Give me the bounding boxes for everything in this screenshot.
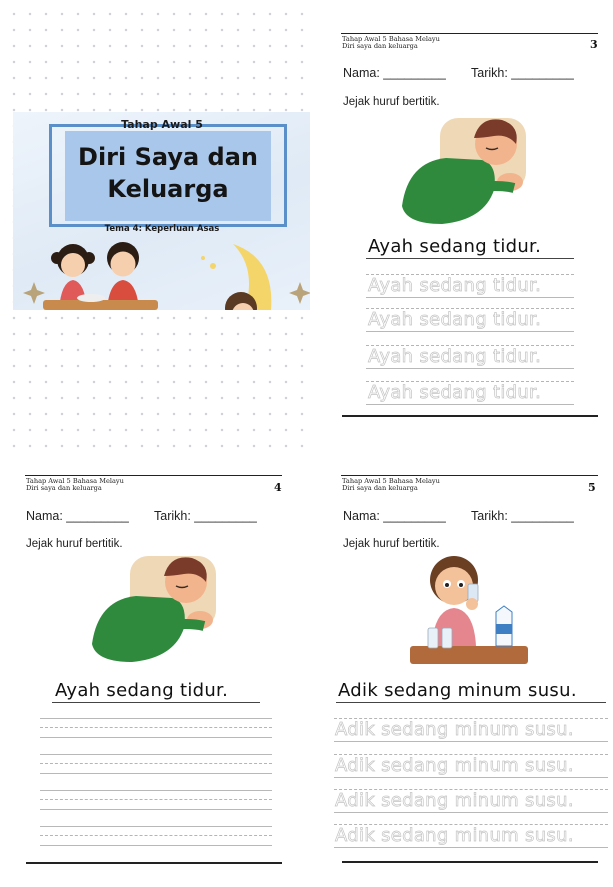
cover-theme: Tema 4: Keperluan Asas xyxy=(104,224,220,234)
writing-baseline xyxy=(366,297,574,298)
header-topic: Diri saya dan keluarga xyxy=(26,484,102,492)
writing-baseline xyxy=(366,331,574,332)
model-sentence: Adik sedang minum susu. xyxy=(338,680,577,701)
writing-baseline xyxy=(334,847,608,848)
cover-level: Tahap Awal 5 xyxy=(121,118,203,131)
writing-line xyxy=(40,754,272,755)
name-field[interactable]: Nama: _________ xyxy=(343,66,446,80)
writing-baseline xyxy=(334,777,608,778)
worksheet-page-3 xyxy=(322,0,613,455)
writing-line xyxy=(40,790,272,791)
instruction: Jejak huruf bertitik. xyxy=(343,96,440,108)
writing-line xyxy=(40,845,272,846)
header-subject: Tahap Awal 5 Bahasa Melayu xyxy=(26,477,124,485)
sleeping-father-illustration xyxy=(402,114,534,226)
writing-baseline xyxy=(366,258,574,259)
header-subject: Tahap Awal 5 Bahasa Melayu xyxy=(342,35,440,43)
footer-rule xyxy=(342,861,598,863)
header-rule xyxy=(341,33,598,34)
cover-banner xyxy=(13,112,310,310)
trace-line-2[interactable]: Adik sedang minum susu. xyxy=(335,755,574,776)
trace-line-4[interactable]: Ayah sedang tidur. xyxy=(368,382,542,403)
header-subject: Tahap Awal 5 Bahasa Melayu xyxy=(342,477,440,485)
trace-line-1[interactable]: Adik sedang minum susu. xyxy=(335,719,574,740)
instruction: Jejak huruf bertitik. xyxy=(26,538,123,550)
header-rule xyxy=(25,475,282,476)
name-field[interactable]: Nama: _________ xyxy=(26,509,129,523)
guide-line xyxy=(40,727,272,728)
footer-rule xyxy=(26,862,282,864)
writing-line xyxy=(40,809,272,810)
writing-baseline xyxy=(334,812,608,813)
model-sentence: Ayah sedang tidur. xyxy=(368,236,542,257)
page-number: 5 xyxy=(588,481,596,494)
writing-baseline xyxy=(366,368,574,369)
writing-baseline xyxy=(52,702,260,703)
header-rule xyxy=(341,475,598,476)
name-field[interactable]: Nama: _________ xyxy=(343,509,446,523)
page-number: 4 xyxy=(274,481,282,494)
worksheet-page-5 xyxy=(322,462,613,887)
header-topic: Diri saya dan keluarga xyxy=(342,42,418,50)
trace-line-1[interactable]: Ayah sedang tidur. xyxy=(368,275,542,296)
guide-line xyxy=(40,799,272,800)
trace-line-2[interactable]: Ayah sedang tidur. xyxy=(368,309,542,330)
guide-line xyxy=(40,835,272,836)
model-sentence: Ayah sedang tidur. xyxy=(55,680,229,701)
children-eating-illustration xyxy=(13,238,310,310)
writing-line xyxy=(40,718,272,719)
cover-title-line2: Keluarga xyxy=(107,175,229,203)
date-field[interactable]: Tarikh: _________ xyxy=(154,509,257,523)
sleeping-father-illustration xyxy=(92,552,224,664)
cover-title-line1: Diri Saya dan xyxy=(78,143,258,171)
date-field[interactable]: Tarikh: _________ xyxy=(471,66,574,80)
trace-line-4[interactable]: Adik sedang minum susu. xyxy=(335,825,574,846)
page-number: 3 xyxy=(590,38,598,51)
trace-line-3[interactable]: Ayah sedang tidur. xyxy=(368,346,542,367)
date-field[interactable]: Tarikh: _________ xyxy=(471,509,574,523)
header-topic: Diri saya dan keluarga xyxy=(342,484,418,492)
guide-line xyxy=(40,763,272,764)
cover-page xyxy=(0,0,310,455)
writing-baseline xyxy=(366,404,574,405)
writing-baseline xyxy=(336,702,606,703)
footer-rule xyxy=(342,415,598,417)
trace-line-3[interactable]: Adik sedang minum susu. xyxy=(335,790,574,811)
writing-line xyxy=(40,826,272,827)
writing-line xyxy=(40,773,272,774)
writing-baseline xyxy=(334,741,608,742)
instruction: Jejak huruf bertitik. xyxy=(343,538,440,550)
boy-drinking-milk-illustration xyxy=(410,554,532,666)
writing-line xyxy=(40,737,272,738)
worksheet-page-4 xyxy=(0,462,310,887)
